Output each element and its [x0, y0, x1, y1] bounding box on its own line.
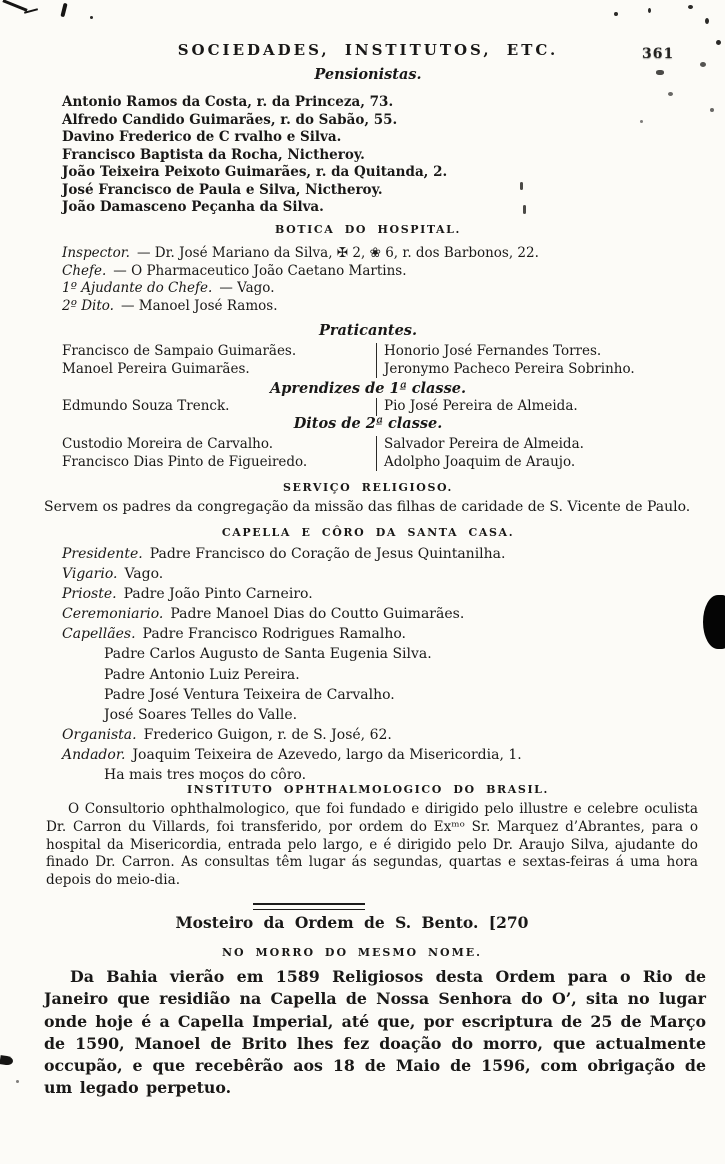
- ink-speckle: [716, 40, 721, 45]
- role-value: — Manoel José Ramos.: [120, 297, 278, 314]
- column-left: [62, 398, 376, 416]
- role-label: Capellães.: [62, 626, 136, 643]
- list-item: Antonio Ramos da Costa, r. da Princeza, 73.: [62, 94, 394, 110]
- ink-speckle: [710, 108, 714, 112]
- role-line: [62, 280, 674, 298]
- role-line: [62, 263, 674, 281]
- role-value: Padre Antonio Luiz Pereira.: [104, 666, 300, 683]
- column-left: [62, 343, 376, 378]
- list-item: Francisco Dias Pinto de Figueiredo.: [62, 453, 308, 470]
- list-item: Jeronymo Pacheco Pereira Sobrinho.: [384, 360, 635, 377]
- mosteiro-paragraph: Da Bahia vierão em 1589 Religiosos desta Ordem para o Rio de Janeiro que residião na Capella de Nossa Senhora do O’, sita no lugar onde hoje é a Capella Imperial, até que, por escriptura de 25 de Março de 1590, Manoel de Brito lhes fez doação do morro, que actualmente occupão, e que recebêrão aos 18 de Maio de 1596, com obrigação de um legado perpetuo.: [44, 967, 706, 1098]
- role-line: [62, 745, 674, 765]
- aprendizes-columns: [62, 398, 674, 416]
- ink-scribble: [60, 3, 67, 18]
- section-heading-instituto: INSTITUTO OPHTHALMOLOGICO DO BRASIL.: [187, 783, 549, 796]
- role-value: — Dr. José Mariano da Silva, ✠ 2, ❀ 6, r. dos Barbonos, 22.: [136, 245, 539, 261]
- list-item: Alfredo Candido Guimarães, r. do Sabão, 55.: [62, 111, 398, 128]
- role-label: Vigario.: [62, 566, 118, 583]
- role-value: Padre Francisco do Coração de Jesus Quintanilha.: [149, 546, 506, 562]
- ink-smudge: [656, 70, 664, 75]
- column-right: [376, 343, 674, 378]
- mosteiro-title-text: Mosteiro da Ordem de S. Bento.: [175, 913, 479, 932]
- role-value: Joaquim Teixeira de Azevedo, largo da Misericordia, 1.: [132, 746, 522, 763]
- role-value: José Soares Telles do Valle.: [104, 706, 298, 723]
- praticantes-columns: [62, 343, 674, 378]
- role-value: Padre Manoel Dias do Coutto Guimarães.: [170, 606, 465, 623]
- ink-speckle: [523, 205, 526, 214]
- mosteiro-subtitle: NO MORRO DO MESMO NOME.: [222, 946, 482, 959]
- role-line: [62, 298, 674, 316]
- list-item: Francisco de Sampaio Guimarães.: [62, 343, 297, 359]
- role-label: 2º Dito.: [62, 297, 114, 314]
- page-running-title: SOCIEDADES, INSTITUTOS, ETC.: [177, 41, 559, 59]
- ink-speckle: [90, 16, 93, 19]
- page-number: 361: [642, 46, 675, 62]
- section-heading-praticantes: Praticantes.: [318, 322, 418, 339]
- instituto-paragraph: O Consultorio ophthalmologico, que foi fundado e dirigido pelo illustre e celebre oculista Dr. Carron du Villards, foi transferido, por ordem do Exᵐᵒ Sr. Marquez d’Abrantes, para o hospital da Misericordia, entrada pelo largo, e é dirigido pelo Dr. Araujo Silva, ajudante do finado Dr. Carron. As consultas têm lugar ás segundas, quartas e sextas-feiras á uma hora depois do meio-dia.: [46, 801, 698, 889]
- capella-roles: [62, 544, 674, 785]
- ink-speckle: [16, 1080, 19, 1083]
- role-label: Andador.: [62, 746, 126, 763]
- column-right: [376, 398, 674, 416]
- column-right: [376, 436, 674, 471]
- mosteiro-title: [46, 913, 658, 932]
- role-value: — O Pharmaceutico João Caetano Martins.: [113, 262, 407, 279]
- role-label: Organista.: [62, 726, 137, 743]
- scan-edge-blob: [703, 595, 725, 649]
- list-item: Honorio José Fernandes Torres.: [384, 343, 602, 359]
- list-item: Davino Frederico de C rvalho e Silva.: [62, 129, 342, 145]
- list-item: Adolpho Joaquim de Araujo.: [384, 453, 576, 470]
- botica-roles: [62, 245, 674, 315]
- section-heading-ditos: Ditos de 2ª classe.: [293, 415, 443, 432]
- list-item: João Teixeira Peixoto Guimarães, r. da Quitanda, 2.: [62, 164, 448, 180]
- role-line: [62, 685, 674, 705]
- role-label: Inspector.: [62, 245, 130, 261]
- role-value: Vago.: [124, 566, 164, 583]
- role-line: [62, 564, 674, 584]
- section-heading-botica: BOTICA DO HOSPITAL.: [275, 223, 461, 236]
- role-label: Presidente.: [62, 546, 143, 562]
- ink-speckle: [700, 62, 706, 67]
- pensionistas-list: [62, 94, 674, 217]
- role-value: Ha mais tres moços do côro.: [104, 767, 307, 784]
- list-item: Pio José Pereira de Almeida.: [384, 398, 578, 414]
- role-value: Padre José Ventura Teixeira de Carvalho.: [104, 686, 395, 703]
- list-item: Custodio Moreira de Carvalho.: [62, 436, 274, 452]
- list-item: Francisco Baptista da Rocha, Nictheroy.: [62, 146, 365, 163]
- section-heading-pensionistas: Pensionistas.: [314, 66, 422, 83]
- ink-speckle: [648, 8, 651, 13]
- role-line: [62, 644, 674, 664]
- role-line: [62, 584, 674, 604]
- section-heading-aprendizes: Aprendizes de 1ª classe.: [269, 380, 467, 397]
- ditos-columns: [62, 436, 674, 471]
- ink-speckle: [520, 182, 523, 190]
- role-line: [62, 725, 674, 745]
- role-label: Ceremoniario.: [62, 606, 164, 623]
- section-heading-capella: CAPELLA E CÔRO DA SANTA CASA.: [221, 526, 515, 539]
- role-line: [62, 705, 674, 725]
- ink-speckle: [688, 5, 693, 9]
- role-value: — Vago.: [219, 280, 275, 297]
- role-line: [62, 245, 674, 263]
- list-item: João Damasceno Peçanha da Silva.: [62, 199, 324, 215]
- ink-speckle: [705, 18, 709, 24]
- servico-text: Servem os padres da congregação da missão das filhas de caridade de S. Vicente de Paulo.: [44, 499, 691, 515]
- ink-speckle: [668, 92, 673, 96]
- column-left: [62, 436, 376, 471]
- role-value: Padre Carlos Augusto de Santa Eugenia Silva.: [104, 646, 432, 663]
- list-item: Edmundo Souza Trenck.: [62, 398, 230, 414]
- role-label: Chefe.: [62, 262, 107, 279]
- role-label: Prioste.: [62, 586, 117, 603]
- scan-edge-mark: [0, 1055, 14, 1066]
- ink-scribble: [2, 0, 27, 12]
- role-line: [62, 665, 674, 685]
- role-label: 1º Ajudante do Chefe.: [62, 280, 213, 297]
- list-item: José Francisco de Paula e Silva, Nictheroy.: [62, 181, 383, 198]
- section-divider-rule: [253, 903, 365, 910]
- role-line: [62, 624, 674, 644]
- list-item: Manoel Pereira Guimarães.: [62, 360, 250, 377]
- list-item: Salvador Pereira de Almeida.: [384, 436, 584, 452]
- ink-speckle: [640, 120, 643, 123]
- role-value: Padre Francisco Rodrigues Ramalho.: [142, 626, 407, 643]
- role-value: Padre João Pinto Carneiro.: [123, 586, 313, 603]
- role-value: Frederico Guigon, r. de S. José, 62.: [143, 726, 392, 743]
- section-heading-servico: SERVIÇO RELIGIOSO.: [283, 481, 453, 494]
- role-line: [62, 544, 674, 564]
- role-line: [62, 604, 674, 624]
- mosteiro-ref-mark: [270: [488, 913, 529, 932]
- ink-speckle: [614, 12, 618, 16]
